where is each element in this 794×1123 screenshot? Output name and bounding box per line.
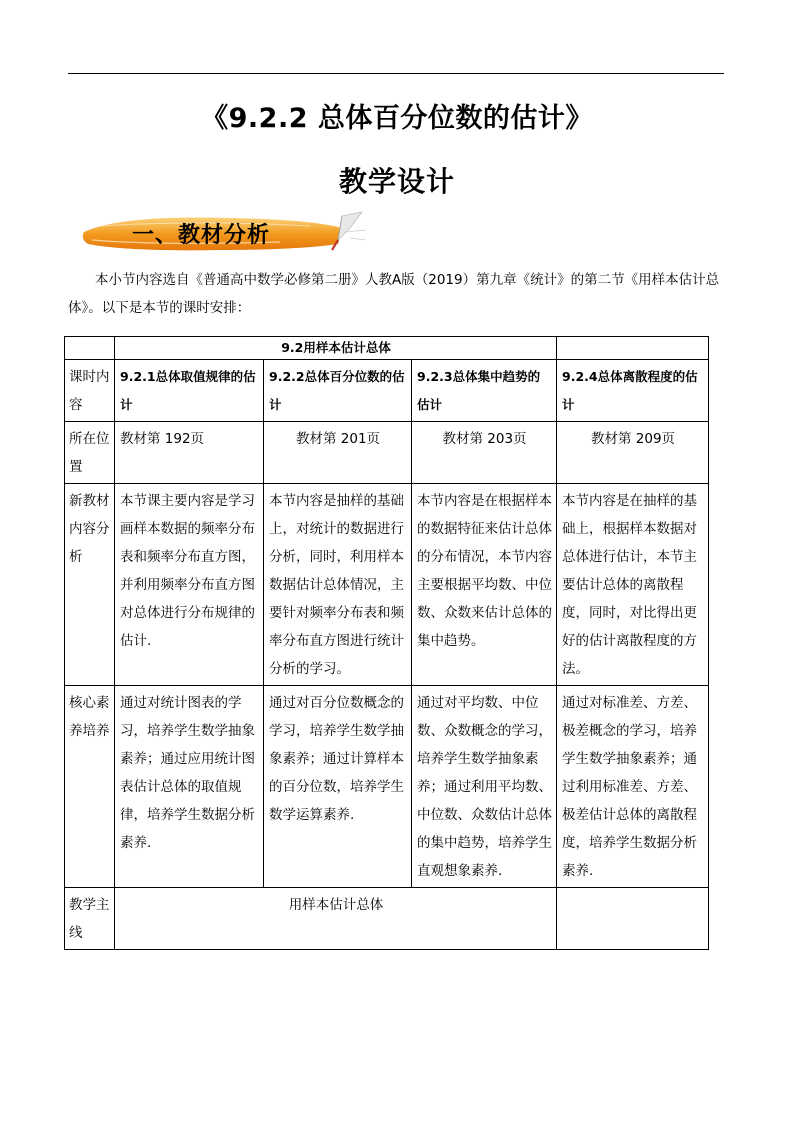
- row-label: 核心素养培养: [65, 686, 115, 888]
- section-banner: [80, 210, 372, 260]
- table-header-row: [65, 337, 709, 360]
- table-row: [65, 686, 709, 888]
- intro-paragraph: 本小节内容选自《普通高中数学必修第二册》人教A版（2019）第九章《统计》的第二节《用样本估计总体》。以下是本节的课时安排：: [68, 272, 720, 316]
- table-cell: 9.2.1总体取值规律的估计: [115, 360, 264, 422]
- section-heading: 一、教材分析: [132, 223, 271, 248]
- table-cell: 教材第 201页: [264, 422, 412, 484]
- table-cell: 教材第 192页: [115, 422, 264, 484]
- table-cell: 通过对百分位数概念的学习，培养学生数学抽象素养；通过计算样本的百分位数，培养学生数学运算素养.: [264, 686, 412, 888]
- table-cell: 教材第 203页: [412, 422, 557, 484]
- page-subtitle: 教学设计: [338, 165, 455, 198]
- table-cell: [65, 337, 115, 360]
- table-row: [65, 422, 709, 484]
- table-cell: 本节课主要内容是学习画样本数据的频率分布表和频率分布直方图，并利用频率分布直方图对总体进行分布规律的估计.: [115, 484, 264, 686]
- table-cell: 本节内容是在抽样的基础上，根据样本数据对总体进行估计，本节主要估计总体的离散程度，同时，对比得出更好的估计离散程度的方法。: [557, 484, 709, 686]
- table-cell: 通过对标准差、方差、极差概念的学习，培养学生数学抽象素养；通过利用标准差、方差、极差估计总体的离散程度，培养学生数据分析素养.: [557, 686, 709, 888]
- row-label: 新教材内容分析: [65, 484, 115, 686]
- table-cell: 教材第 209页: [557, 422, 709, 484]
- table-cell: [557, 337, 709, 360]
- table-header: 9.2用样本估计总体: [115, 337, 557, 360]
- lesson-plan-table: [64, 336, 709, 950]
- table-row: [65, 888, 709, 950]
- table-cell: 9.2.4总体离散程度的估计: [557, 360, 709, 422]
- table-cell: 9.2.3总体集中趋势的估计: [412, 360, 557, 422]
- table-cell: [557, 888, 709, 950]
- header-rule: [68, 73, 724, 74]
- table-row: [65, 484, 709, 686]
- table-row: [65, 360, 709, 422]
- table-cell: 通过对平均数、中位数、众数概念的学习，培养学生数学抽象素养；通过利用平均数、中位数、众数估计总体的集中趋势，培养学生直观想象素养.: [412, 686, 557, 888]
- row-label: 教学主线: [65, 888, 115, 950]
- table-cell: 本节内容是在根据样本的数据特征来估计总体的分布情况，本节内容主要根据平均数、中位数、众数来估计总体的集中趋势。: [412, 484, 557, 686]
- table-cell: 9.2.2总体百分位数的估计: [264, 360, 412, 422]
- row-label: 所在位置: [65, 422, 115, 484]
- table-cell: 通过对统计图表的学习，培养学生数学抽象素养；通过应用统计图表估计总体的取值规律，培养学生数据分析素养.: [115, 686, 264, 888]
- page-title: 《9.2.2 总体百分位数的估计》: [201, 103, 593, 134]
- table-cell: 用样本估计总体: [115, 888, 557, 950]
- row-label: 课时内容: [65, 360, 115, 422]
- table-cell: 本节内容是抽样的基础上，对统计的数据进行分析，同时，利用样本数据估计总体情况，主要针对频率分布表和频率分布直方图进行统计分析的学习。: [264, 484, 412, 686]
